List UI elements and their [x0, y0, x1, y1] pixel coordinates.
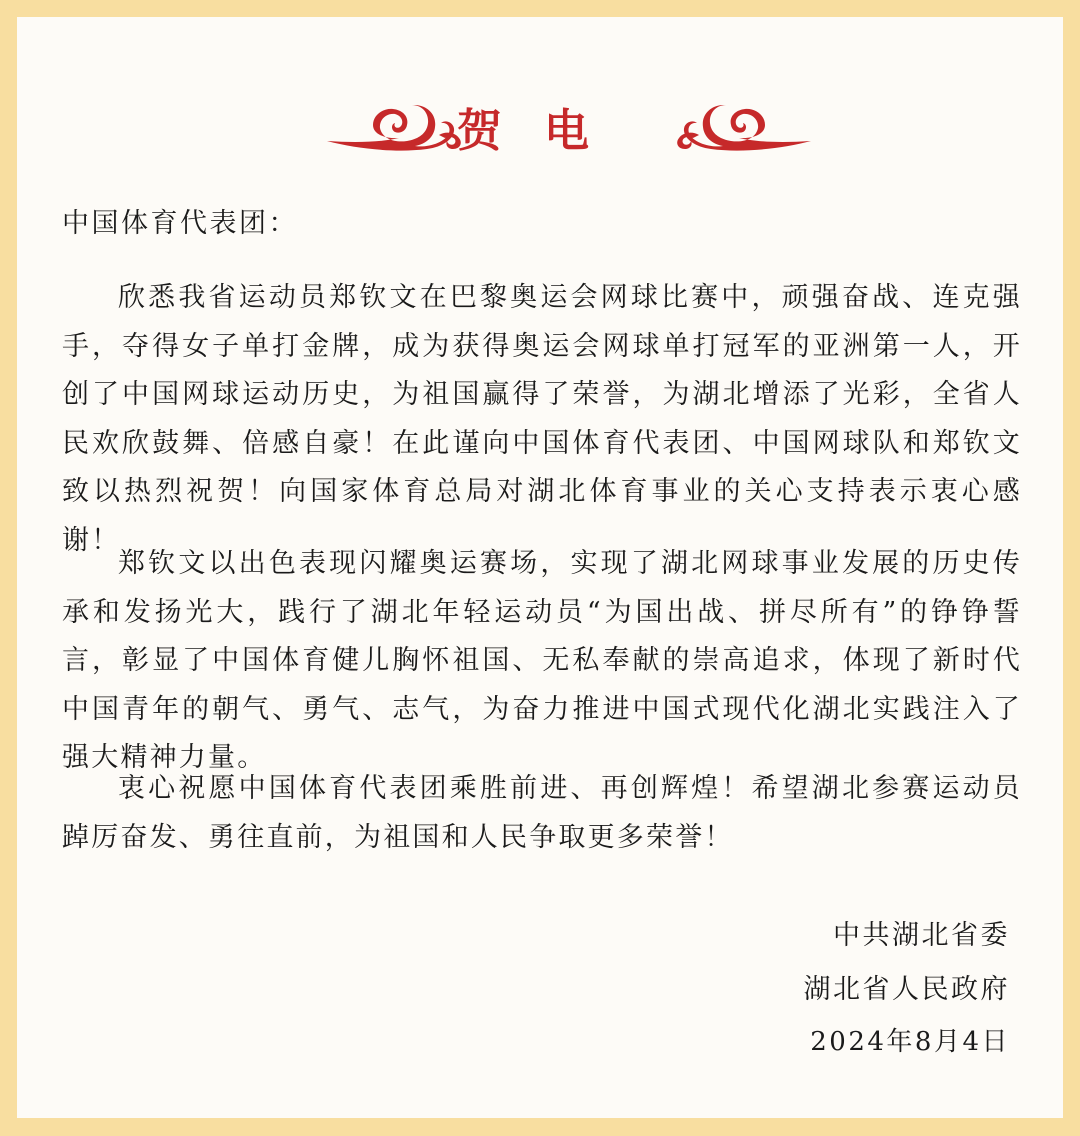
body-paragraph: 郑钦文以出色表现闪耀奥运赛场，实现了湖北网球事业发展的历史传承和发扬光大，践行了湖北年轻运动员“为国出战、拼尽所有”的铮铮誓言，彰显了中国体育健儿胸怀祖国、无私奉献的崇高追求，体现了新时代中国青年的朝气、勇气、志气，为奋力推进中国式现代化湖北实践注入了强大精神力量。 [62, 548, 1022, 773]
signatory-party-committee: 中共湖北省委 [833, 920, 1010, 951]
title-row [17, 101, 1063, 171]
body-paragraph: 欣悉我省运动员郑钦文在巴黎奥运会网球比赛中，顽强奋战、连克强手，夺得女子单打金牌，成为获得奥运会网球单打冠军的亚洲第一人，开创了中国网球运动历史，为祖国赢得了荣誉，为湖北增添了光彩，全省人民欢欣鼓舞、倍感自豪！在此谨向中国体育代表团、中国网球队和郑钦文致以热烈祝贺！向国家体育总局对湖北体育事业的关心支持表示衷心感谢！ [62, 282, 1022, 556]
document-title: 贺电 [457, 104, 632, 157]
body-paragraph: 衷心祝愿中国体育代表团乘胜前进、再创辉煌！希望湖北参赛运动员踔厉奋发、勇往直前，为祖国和人民争取更多荣誉！ [62, 773, 1022, 853]
document-date: 2024年8月4日 [810, 1027, 1010, 1057]
auspicious-cloud-icon [327, 105, 477, 153]
salutation: 中国体育代表团： [62, 208, 298, 239]
signatory-provincial-government: 湖北省人民政府 [803, 974, 1010, 1005]
auspicious-cloud-icon [661, 105, 811, 153]
telegram-paper [17, 17, 1063, 1118]
